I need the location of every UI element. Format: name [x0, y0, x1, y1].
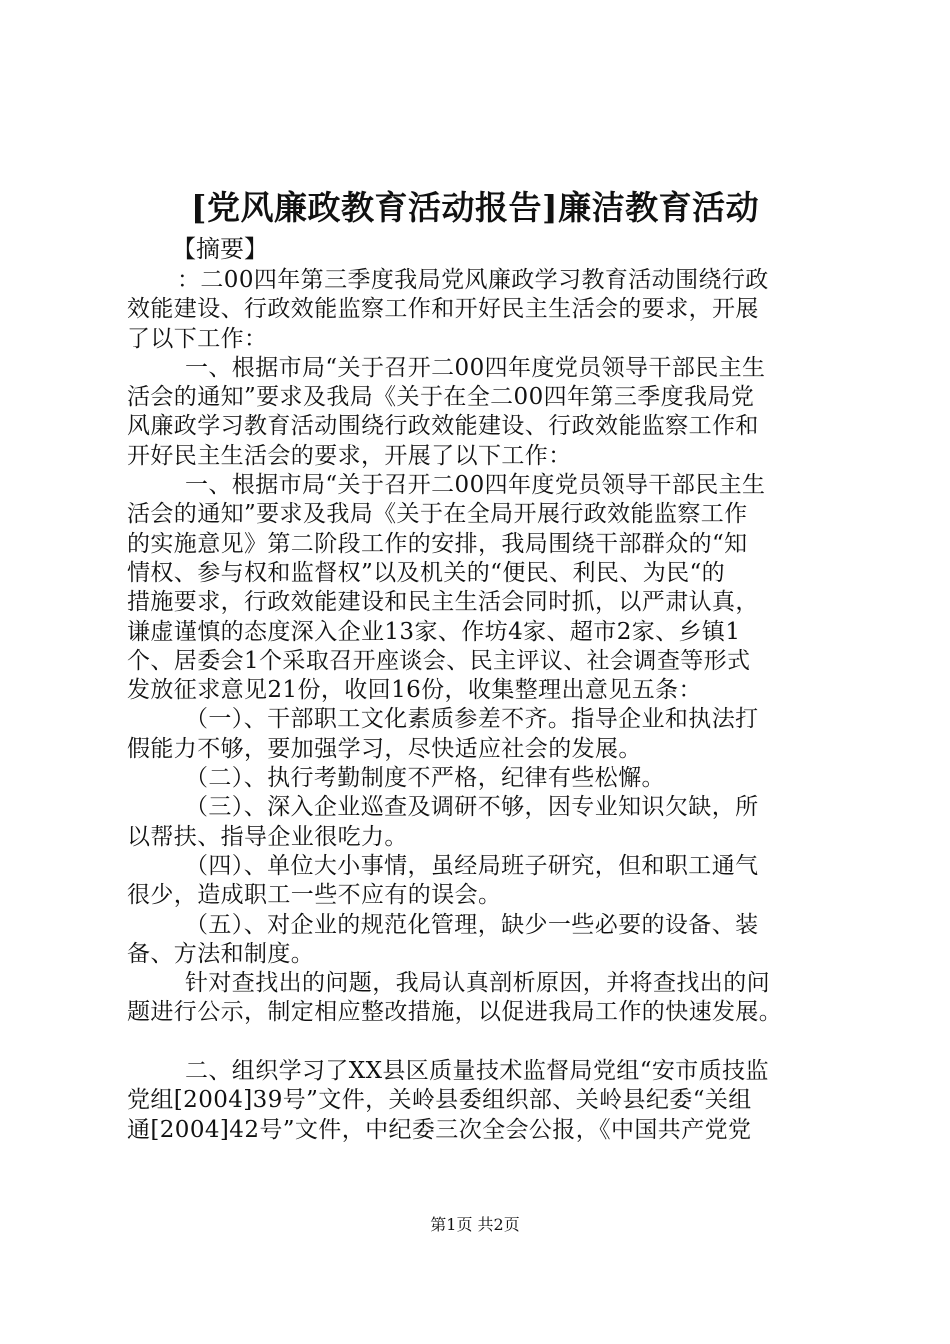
body-line: 活会的通知”要求及我局《关于在全二00四年第三季度我局党 [127, 384, 755, 411]
body-line: 一、根据市局“关于召开二00四年度党员领导干部民主生 [185, 472, 766, 499]
body-line: 通[2004]42号”文件，中纪委三次全会公报，《中国共产党党 [127, 1116, 752, 1143]
body-line: 的实施意见》第二阶段工作的安排，我局围绕干部群众的“知 [127, 530, 748, 557]
abstract-label: 【摘要】 [172, 235, 268, 263]
body-line: （三）、深入企业巡查及调研不够，因专业知识欠缺，所 [185, 794, 759, 821]
body-line: （二）、执行考勤制度不严格，纪律有些松懈。 [185, 765, 665, 792]
body-line: 谦虚谨慎的态度深入企业13家、作坊4家、超市2家、乡镇1 [127, 618, 741, 645]
body-line: 备、方法和制度。 [127, 940, 315, 967]
body-line: 题进行公示，制定相应整改措施，以促进我局工作的快速发展。 [127, 999, 783, 1026]
body-line: 活会的通知”要求及我局《关于在全局开展行政效能监察工作 [127, 501, 748, 528]
body-line: 措施要求，行政效能建设和民主生活会同时抓，以严肃认真， [127, 589, 759, 616]
body-line: 二、组织学习了XX县区质量技术监督局党组“安市质技监 [185, 1058, 769, 1085]
body-line: 针对查找出的问题，我局认真剖析原因，并将查找出的问 [185, 970, 770, 997]
document-title: [党风廉政教育活动报告]廉洁教育活动 [190, 188, 760, 227]
body-line: 很少，造成职工一些不应有的误会。 [127, 882, 502, 909]
body-line: （五）、对企业的规范化管理，缺少一些必要的设备、装 [185, 911, 759, 938]
body-line: （四）、单位大小事情，虽经局班子研究，但和职工通气 [185, 852, 759, 879]
body-line: 开好民主生活会的要求，开展了以下工作： [127, 442, 572, 469]
body-line: 以帮扶、指导企业很吃力。 [127, 823, 408, 850]
body-line: 一、根据市局“关于召开二00四年度党员领导干部民主生 [185, 354, 766, 381]
body-line: 发放征求意见21份，收回16份，收集整理出意见五条： [127, 677, 702, 704]
paragraph-gap [127, 1028, 827, 1057]
document-body [127, 266, 827, 1145]
body-line: 假能力不够，要加强学习，尽快适应社会的发展。 [127, 735, 642, 762]
body-line: 党组[2004]39号”文件，关岭县委组织部、关岭县纪委“关组 [127, 1087, 752, 1114]
body-line: （一）、干部职工文化素质参差不齐。指导企业和执法打 [185, 706, 759, 733]
body-line: 个、居委会1个采取召开座谈会、民主评议、社会调查等形式 [127, 647, 751, 674]
body-line: 情权、参与权和监督权”以及机关的“便民、利民、为民“的 [127, 559, 726, 586]
page-footer: 第1页 共2页 [430, 1215, 520, 1234]
body-line: 效能建设、行政效能监察工作和开好民主生活会的要求，开展 [127, 296, 759, 323]
body-line: 了以下工作： [127, 325, 268, 352]
body-line: 风廉政学习教育活动围绕行政效能建设、行政效能监察工作和 [127, 413, 759, 440]
body-line: ：二00四年第三季度我局党风廉政学习教育活动围绕行政 [177, 267, 769, 293]
